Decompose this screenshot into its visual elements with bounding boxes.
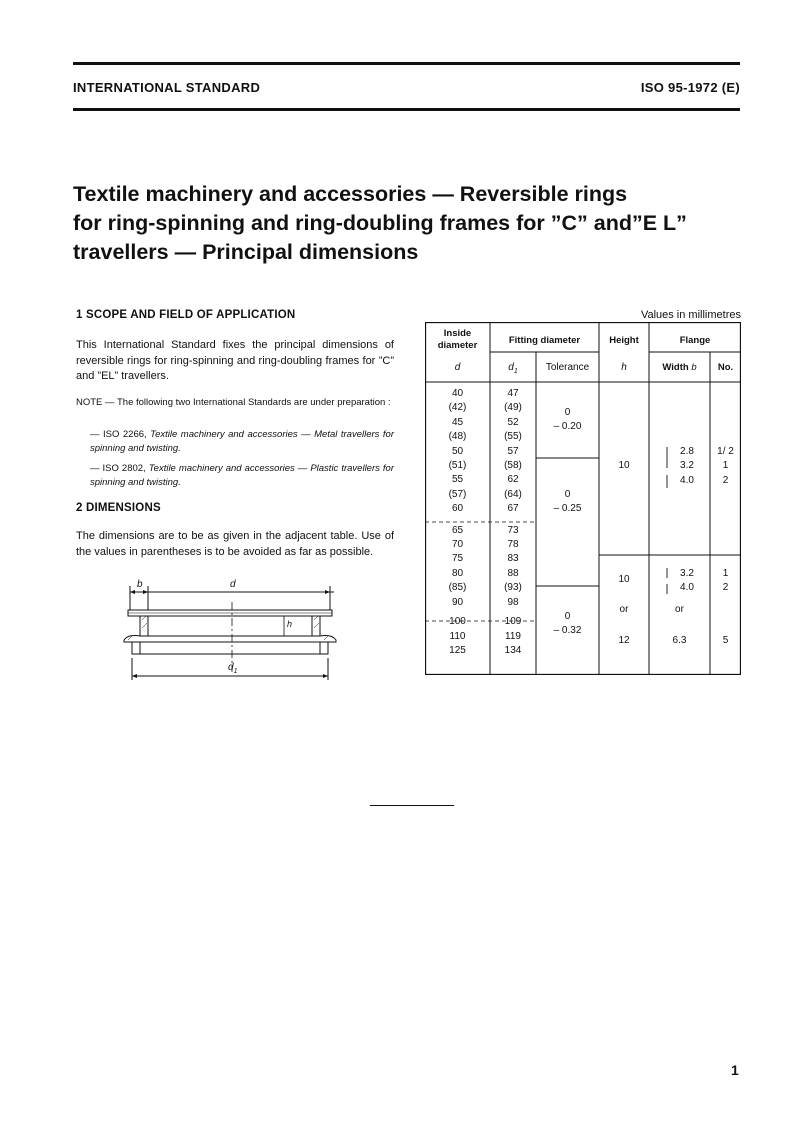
header-inside-diameter-line-1: Inside [443,328,472,339]
title-line-3: travellers — Principal dimensions [73,240,419,264]
document-title [73,180,753,267]
figure-label-h: h [287,619,293,629]
note-item-1-ref: — ISO 2266, [90,429,147,440]
table-cell: 57 [507,445,519,457]
section-1-text: This International Standard fixes the principal dimensions of reversible rings for ring-spinning and ring-doubling frames for ”C” and ”EL” travellers. [76,339,394,382]
top-rule [73,62,740,65]
row-gap [490,517,536,524]
table-cell: 55 [451,474,464,486]
header-inside-diameter-line-2: diameter [437,340,478,351]
section-2-heading: 2 DIMENSIONS [76,502,161,514]
height-group-2-a: 10 [618,574,630,585]
flange-no: 1 [722,568,729,579]
table-cell: 83 [507,553,519,565]
table-cell: 40 [451,388,464,399]
note-item-2-ref: — ISO 2802, [90,463,146,474]
table-cell: (51) [448,460,467,472]
section-2-text: The dimensions are to be as given in the adjacent table. Use of the values in parentheses is to be avoided as far as possible. [76,530,394,558]
flange-group-1-nos [710,445,741,488]
header-flange: Flange [679,335,711,346]
table-cell: 60 [451,503,464,515]
header-fitting-diameter: Fitting diameter [508,335,581,346]
note-item-iso-2802 [90,462,394,490]
header-no: No. [717,362,734,373]
table-cell: 80 [451,567,464,579]
table-cell: 65 [451,524,464,536]
table-cell: 88 [507,567,519,579]
table-cell: 73 [507,524,519,536]
page-number: 1 [731,1062,739,1078]
section-1-heading: 1 SCOPE AND FIELD OF APPLICATION [76,309,296,321]
note-item-iso-2266 [90,428,394,456]
tolerance-group-1 [536,406,599,435]
table-units-note: Values in millimetres [640,309,741,321]
tolerance-upper: 0 [564,611,571,622]
table-cell: 125 [449,644,466,656]
table-cell: (42) [448,402,467,414]
tolerance-upper: 0 [564,407,571,418]
flange-group-2-width-b: 6.3 [672,635,687,646]
flange-no: 2 [722,582,729,594]
note-intro: NOTE — The following two International Standards are under preparation : [76,397,391,408]
table-cell: (48) [448,431,467,443]
table-cell: 52 [507,416,519,428]
flange-width: 2.8 [680,446,694,457]
table-cell: 100 [449,616,466,628]
table-cell: (64) [504,488,522,500]
table-cell: (58) [504,460,522,472]
table-cell: (55) [504,431,522,443]
table-cell: 109 [504,616,522,628]
header-symbol-d1 [490,362,536,375]
header-width-b [649,362,710,374]
table-cell: 67 [507,503,519,515]
height-group-2-b: 12 [618,635,630,646]
header-symbol-d1-subscript: 1 [513,368,518,375]
tolerance-lower: – 0.25 [553,503,582,515]
table-cell: 75 [451,553,464,565]
table-cell: 110 [449,630,466,642]
height-group-2-or: or [619,604,629,615]
fitting-diameter-column [490,387,536,658]
header-symbol-d: d [454,362,461,373]
header-tolerance: Tolerance [545,362,590,373]
table-cell: 90 [451,596,464,608]
figure-label-d1 [228,662,237,675]
tolerance-group-2 [536,488,599,517]
ring-cross-section-figure [118,576,358,691]
figure-label-b: b [137,579,143,590]
header-standard-label: INTERNATIONAL STANDARD [73,80,261,95]
table-cell: 50 [451,445,464,457]
flange-no: 2 [722,474,729,486]
flange-no: 1 [722,460,729,472]
title-line-2: for ring-spinning and ring-doubling frames for ”C” and”E L” [73,211,687,235]
table-cell: 134 [504,644,522,656]
table-cell: 45 [451,416,464,428]
note-item-2-title: Textile machinery and accessories — Plastic travellers for spinning and twisting. [90,463,394,488]
table-cell: 98 [507,596,519,608]
tolerance-upper: 0 [564,489,571,500]
flange-width: 4.0 [680,474,694,486]
flange-width: 3.2 [680,460,694,472]
table-cell: 70 [451,539,464,551]
table-cell: (57) [448,488,467,500]
table-cell: (49) [504,402,522,414]
header-width-symbol: b [691,362,697,373]
table-cell: 47 [507,388,519,399]
tolerance-lower: – 0.32 [553,625,582,637]
ring-drawing [118,576,358,686]
figure-label-d: d [230,579,236,590]
footer-separator [370,805,454,806]
table-cell: 62 [507,474,519,486]
table-cell: (85) [448,582,467,594]
header-width-label: Width [662,362,689,373]
row-gap [425,517,490,524]
flange-group-2-widths [671,567,703,596]
figure-label-d1-symbol: d [228,662,234,673]
tolerance-lower: – 0.20 [553,421,582,433]
header-symbol-d1-letter: d [508,362,514,373]
inside-diameter-column [425,387,490,658]
flange-group-2-or: or [675,604,684,615]
flange-width: 4.0 [680,582,694,594]
title-line-1: Textile machinery and accessories — Reversible rings [73,182,628,206]
table-cell: 119 [505,630,521,642]
flange-group-2-no-b: 5 [722,635,729,646]
header-document-number: ISO 95-1972 (E) [640,80,740,95]
header-inside-diameter [425,328,490,352]
header-bottom-rule [73,108,740,111]
dimensions-table [425,322,741,675]
note-item-1-title: Textile machinery and accessories — Metal travellers for spinning and twisting. [90,429,395,454]
table-cell: (93) [504,582,522,594]
header-symbol-h: h [621,362,627,373]
tolerance-group-3 [536,610,599,639]
table-cell: 78 [507,539,519,551]
flange-width: 3.2 [680,568,694,579]
flange-no: 1/ 2 [717,446,734,457]
figure-label-d1-subscript: 1 [233,668,238,675]
height-group-1: 10 [618,460,630,471]
flange-group-1-widths [671,445,703,488]
header-height: Height [609,335,639,346]
flange-group-2-nos [710,567,741,596]
